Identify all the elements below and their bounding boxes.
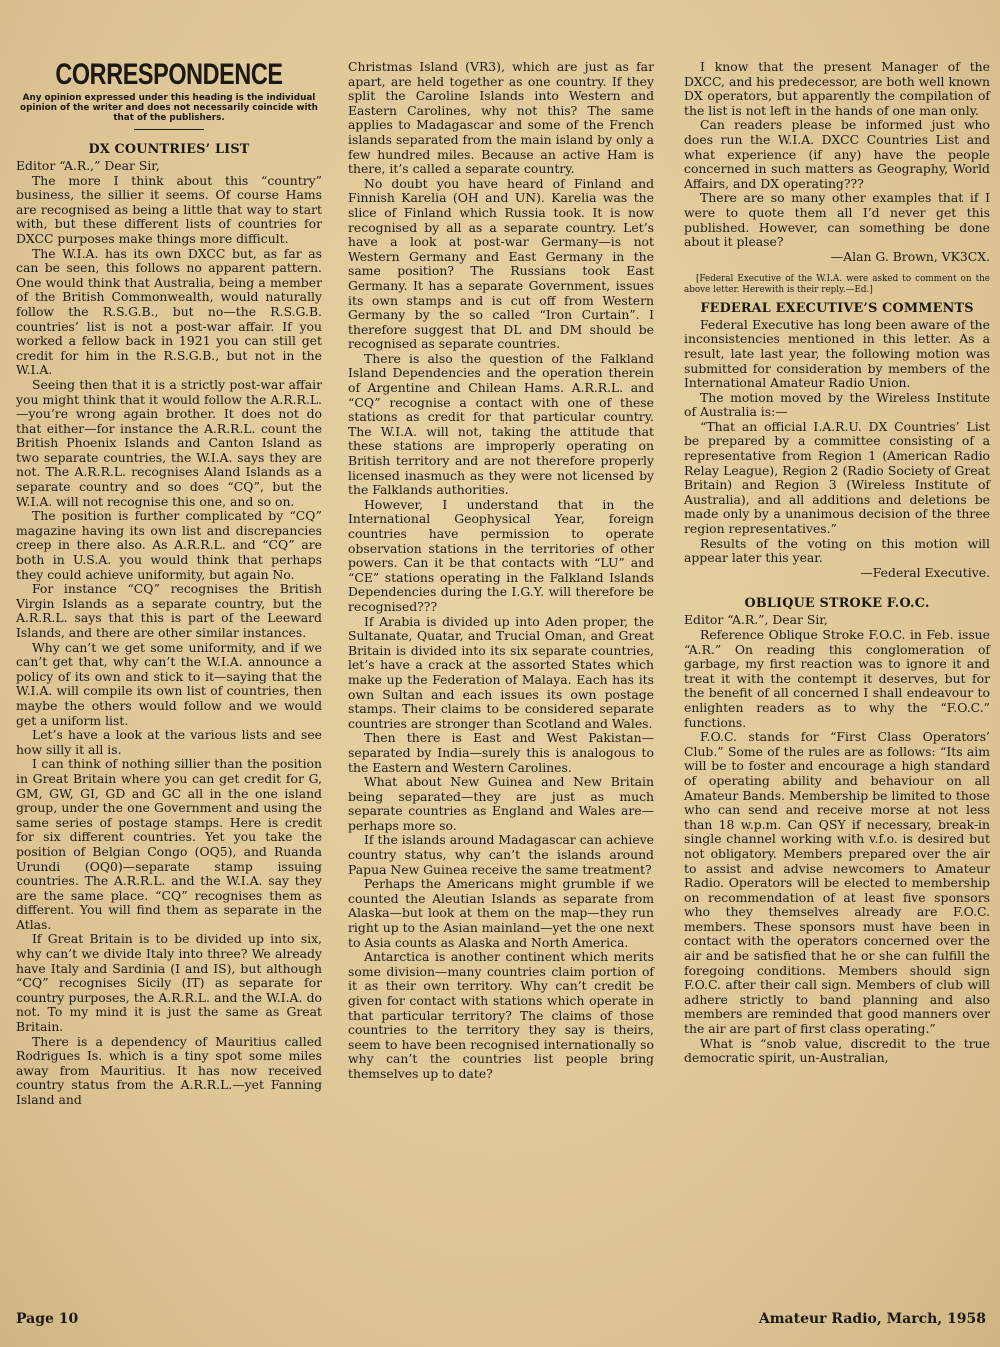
paragraph: No doubt you have heard of Finland and Finnish Karelia (OH and UN). Karelia was the slice of Finland which Russia took. It is now recognised by all as a separate country. Let’s have a look at post-war Germany—is not Western Germany and East Germany in the same position? The Russians took East Germany. It has a separate Government, issues its own stamps and is cut off from Western Germany by the so called “Iron Curtain”. I therefore suggest that DL and DM should be recognised as separate countries. [348, 175, 654, 352]
paragraph: What is “snob value, discredit to the true democratic spirit, un-Australian, [684, 1035, 990, 1066]
paragraph: F.O.C. stands for “First Class Operators’ Club.” Some of the rules are as follows: “Its aim will be to foster and encourage a high standard of operating ability and behaviour on all Amateur Bands. Membership be limited to those who can send and receive morse at not less than 18 w.p.m. Can QSY if necessary, break-in single channel working with v.f.o. is desired but not obligatory. Members prepared over the air to assist and advise newcomers to Amateur Radio. Operators will be elected to membership on recommendation of at least five sponsors who they themselves already are F.O.C. members. These sponsors must have been in contact with the operators concerned over the air and be satisfied that he or she can fulfill the foregoing conditions. Members should sign F.O.C. after their call sign. Members of club will adhere strictly to band planning and also members are reminded that good manners over the air are part of first class operating.” [684, 729, 990, 1037]
editor-note: [Federal Executive of the W.I.A. were asked to comment on the above letter. Herewith is their reply.—Ed.] [684, 274, 990, 295]
paragraph: Then there is East and West Pakistan—separated by India—surely this is analogous to the Eastern and Western Carolines. [348, 730, 654, 775]
paragraph: The position is further complicated by “CQ” magazine having its own list and discrepancies creep in there also. As A.R.R.L. and “CQ” are both in U.S.A. you would think that perhaps they could achieve uniformity, but again No. [16, 508, 322, 582]
paragraph: The more I think about this “country” business, the sillier it seems. Of course Hams are recognised as being a little that way to start with, but these different lists of countries for DXCC purposes make things more difficult. [16, 172, 322, 246]
column-3 [684, 60, 990, 1066]
column-1 [16, 60, 322, 1108]
paragraph: If Great Britain is to be divided up into six, why can’t we divide Italy into three? We already have Italy and Sardinia (I and IS), but although “CQ” recognises Sicily (IT) as separate for country purposes, the A.R.R.L. and the W.I.A. do not. To my mind it is just the same as Great Britain. [16, 931, 322, 1035]
paragraph: Federal Executive has long been aware of the inconsistencies mentioned in this letter. As a result, late last year, the following motion was submitted for consideration by members of the International Amateur Radio Union. [684, 316, 990, 391]
motion-quote: “That an official I.A.R.U. DX Countries’ List be prepared by a committee consisting of a representative from Region 1 (American Radio Relay League), Region 2 (Radio Society of Great Britain) and Region 3 (Wireless Institute of Australia), and all additions and deletions be made only by a unanimous decision of the three region representatives.” [684, 418, 990, 537]
column-2 [348, 60, 654, 1082]
paragraph: However, I understand that in the International Geophysical Year, foreign countries have permission to operate observation stations in the territories of other powers. Can it be that contacts with “LU” and “CE” stations operating in the Falkland Islands Dependencies during the I.G.Y. will therefore be recognised??? [348, 496, 654, 614]
publication-line: Amateur Radio, March, 1958 [758, 1311, 986, 1327]
section-masthead: CORRESPONDENCE [55, 58, 283, 91]
paragraph: Perhaps the Americans might grumble if we counted the Aleutian Islands as separate from Alaska—but look at them on the map—they run right up to the Asian mainland—yet the one next to Asia counts as Alaska and North America. [348, 876, 654, 950]
article-signature: —Federal Executive. [860, 564, 990, 580]
divider-rule [134, 129, 204, 130]
paragraph: I can think of nothing sillier than the position in Great Britain where you can get credit for G, GM, GW, GI, GD and GC all in the one island group, under the one Government and using the same series of postage stamps. Here is credit for six different countries. Yet you take the position of Belgian Congo (OQ5), and Ruanda Urundi (OQ0)—separate stamp issuing countries. The A.R.R.L. and the W.I.A. say they are the same place. “CQ” recognises them as different. You will find them as separate in the Atlas. [16, 756, 322, 932]
paragraph: There is also the question of the Falkland Island Dependencies and the operation therein of Argentine and Chilean Hams. A.R.R.L. and “CQ” recognise a contact with one of these stations as credit for that particular country. The W.I.A. will not, taking the attitude that these stations are improperly operating on British territory and are not therefore properly licensed inasmuch as they were not licensed by the Falklands authorities. [348, 350, 654, 498]
paragraph: If the islands around Madagascar can achieve country status, why can’t the islands around Papua New Guinea receive the same treatment? [348, 832, 654, 877]
paragraph: The W.I.A. has its own DXCC but, as far as can be seen, this follows no apparent pattern. One would think that Australia, being a member of the British Commonwealth, would naturally follow the R.S.G.B., but no—the R.S.G.B. countries’ list is not a post-war affair. If you worked a fellow back in 1921 you can still get credit for him in the R.S.G.B., but not in the W.I.A. [16, 245, 322, 378]
letter-signature: —Alan G. Brown, VK3CX. [830, 248, 990, 264]
article-heading-oblique-stroke: OBLIQUE STROKE F.O.C. [744, 596, 930, 612]
paragraph: What about New Guinea and New Britain being separated—they are just as much separate countries as England and Wales are—perhaps more so. [348, 774, 654, 833]
paragraph: Reference Oblique Stroke F.O.C. in Feb. issue “A.R.” On reading this conglomeration of garbage, my first reaction was to ignore it and treat it with the contempt it deserves, but for the benefit of all concerned I shall endeavour to enlighten readers as to why the “F.O.C.” functions. [684, 627, 990, 730]
disclaimer-note: Any opinion expressed under this heading is the individual opinion of the writer and does not necessarily coincide with that of the publishers. [20, 93, 318, 123]
paragraph: Seeing then that it is a strictly post-war affair you might think that it would follow the A.R.R.L.—you’re wrong again brother. It does not do that either—for instance the A.R.R.L. count the British Phoenix Islands and Canton Island as two separate countries, the W.I.A. says they are not. The A.R.R.L. recognises Aland Islands as a separate country and so does “CQ”, but the W.I.A. will not recognise this one, and so on. [16, 376, 322, 509]
paragraph: There is a dependency of Mauritius called Rodrigues Is. which is a tiny spot some miles away from Mauritius. It has now received country status from the A.R.R.L.—yet Fanning Island and [16, 1033, 322, 1107]
paragraph: Let’s have a look at the various lists and see how silly it all is. [16, 727, 322, 757]
paragraph: Antarctica is another continent which merits some division—many countries claim portion of it as their own territory. Why can’t credit be given for contact with stations which operate in that particular territory? The claims of those countries to the territory they say is theirs, seem to have been recognised internationally so why can’t the countries list people bring themselves up to date? [348, 949, 654, 1081]
paragraph: There are so many other examples that if I were to quote them all I’d never get this published. However, can something be done about it please? [684, 190, 990, 250]
paragraph: I know that the present Manager of the DXCC, and his predecessor, are both well known DX operators, but apparently the compilation of the list is not left in the hands of one man only. [684, 59, 990, 118]
paragraph: If Arabia is divided up into Aden proper, the Sultanate, Quatar, and Trucial Oman, and Great Britain is divided into its six separate countries, let’s have a crack at the assorted States which make up the Federation of Malaya. Each has its own Sultan and each issues its own postage stamps. Their claims to be considered separate countries are stronger than Scotland and Wales. [348, 613, 654, 731]
page-number: Page 10 [16, 1311, 79, 1327]
paragraph: The motion moved by the Wireless Institute of Australia is:— [684, 389, 990, 420]
paragraph: Results of the voting on this motion will appear later this year. [684, 535, 990, 566]
paragraph: For instance “CQ” recognises the British Virgin Islands as a separate country, but the A.R.R.L. says that this is part of the Leeward Islands, and there are other similar instances. [16, 581, 322, 640]
paragraph: Can readers please be informed just who does run the W.I.A. DXCC Countries List and what experience (if any) have the people concerned in such matters as Geography, World Affairs, and DX operating??? [684, 117, 990, 191]
paragraph: Why can’t we get some uniformity, and if we can’t get that, why can’t the W.I.A. announce a policy of its own and stick to it—saying that the W.I.A. will compile its own list of countries, then maybe the others would follow and we would get a uniform list. [16, 639, 322, 728]
article-heading-federal-executive: FEDERAL EXECUTIVE’S COMMENTS [700, 300, 974, 316]
article-heading-dx-countries: DX COUNTRIES’ LIST [88, 142, 250, 157]
paragraph: Christmas Island (VR3), which are just as far apart, are held together as one country. If they split the Caroline Islands into Western and Eastern Carolines, why not this? The same applies to Madagascar and some of the French islands separated from the main island by only a few hundred miles. Because an active Ham is there, it’s called a separate country. [348, 59, 654, 177]
letter-salutation: Editor “A.R.,” Dear Sir, [16, 158, 160, 173]
letter-salutation: Editor “A.R.”, Dear Sir, [684, 612, 828, 628]
